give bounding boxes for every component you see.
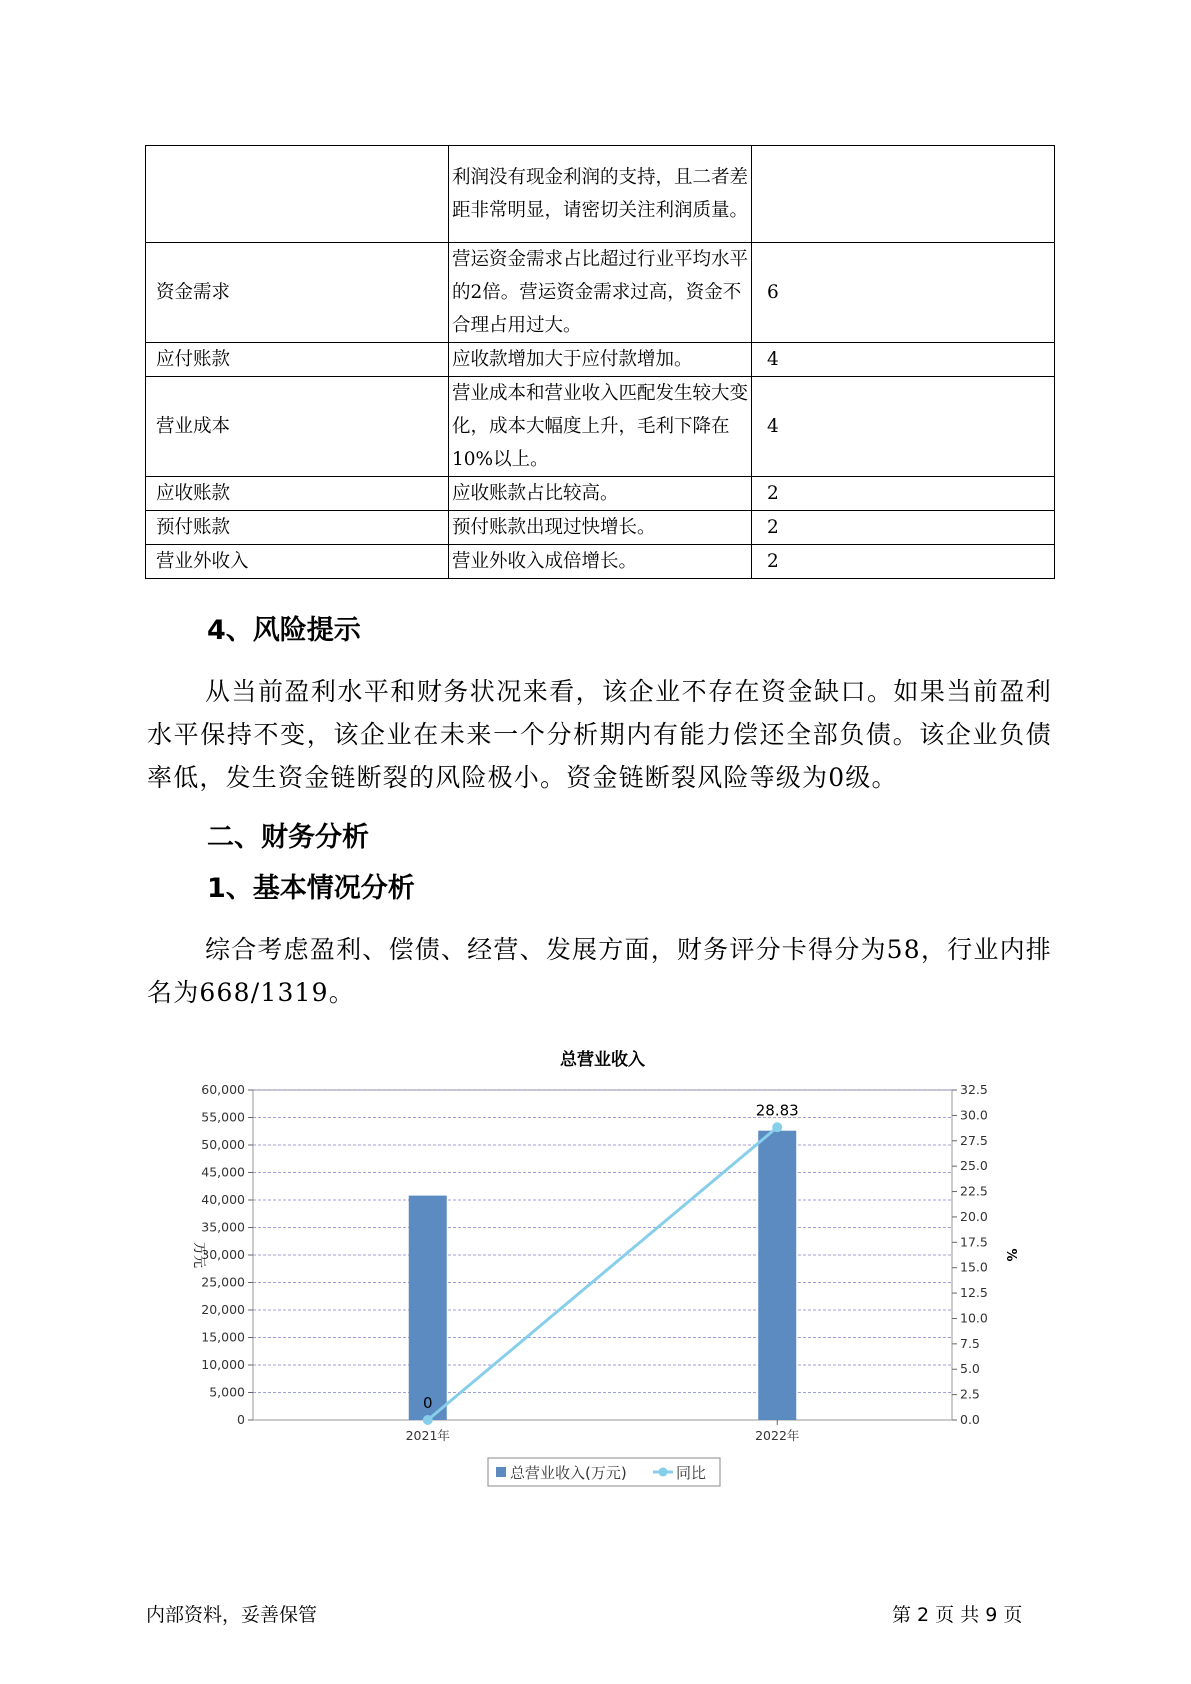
legend-label: 同比: [676, 1464, 707, 1482]
y2-tick-label: 2.5: [960, 1386, 980, 1402]
line-point: [423, 1415, 433, 1425]
y-tick-label: 50,000: [201, 1137, 245, 1152]
y2-tick-label: 15.0: [960, 1259, 988, 1275]
y-tick-label: 55,000: [201, 1109, 245, 1125]
basic-paragraph: 综合考虑盈利、偿债、经营、发展方面，财务评分卡得分为58，行业内排名为668/1319。: [147, 935, 1052, 1007]
y-tick-label: 45,000: [201, 1164, 245, 1180]
y-tick-label: 0: [237, 1412, 245, 1427]
y2-tick-label: 10.0: [960, 1310, 988, 1326]
y2-tick-label: 17.5: [960, 1234, 988, 1250]
legend-line-marker: [659, 1468, 668, 1477]
table-cell-description: 利润没有现金利润的支持，且二者差距非常明显，请密切关注利润质量。: [449, 146, 752, 243]
table-cell-score: 4: [752, 377, 1055, 477]
y-tick-label: 25,000: [201, 1274, 245, 1290]
table-cell-item: 预付账款: [146, 511, 449, 545]
y2-tick-label: 20.0: [960, 1208, 988, 1224]
table-row: [146, 243, 1055, 343]
table-cell-item: 营业外收入: [146, 545, 449, 579]
table-cell-score: [752, 146, 1055, 243]
table-row: [146, 511, 1055, 545]
revenue-chart-svg: [180, 1040, 1040, 1510]
table-cell-description: 营运资金需求占比超过行业平均水平的2倍。营运资金需求过高，资金不合理占用过大。: [449, 243, 752, 343]
table-cell-description: 营业成本和营业收入匹配发生较大变化，成本大幅度上升，毛利下降在10%以上。: [449, 377, 752, 477]
y-tick-label: 30,000: [201, 1247, 245, 1262]
legend-bar-swatch: [496, 1467, 506, 1477]
table-row: [146, 377, 1055, 477]
y2-axis-label: %: [1003, 1248, 1018, 1262]
y2-tick-label: 7.5: [960, 1335, 980, 1351]
data-label: 28.83: [755, 1101, 799, 1120]
table-cell-item: 资金需求: [146, 243, 449, 343]
footer-left: 内部资料，妥善保管: [146, 1604, 318, 1626]
plot-area: [253, 1090, 952, 1420]
y2-tick-label: 27.5: [960, 1132, 988, 1148]
table-cell-description: 营业外收入成倍增长。: [449, 545, 752, 579]
revenue-chart: [180, 1040, 1040, 1510]
y2-tick-label: 0.0: [960, 1412, 980, 1427]
y2-tick-label: 22.5: [960, 1183, 988, 1199]
table-row: [146, 146, 1055, 243]
table-row: [146, 343, 1055, 377]
table-row: [146, 545, 1055, 579]
y-tick-label: 35,000: [201, 1219, 245, 1235]
y-tick-label: 5,000: [209, 1384, 245, 1400]
basic-heading: 1、基本情况分析: [207, 873, 415, 904]
bar: [758, 1131, 796, 1420]
table-cell-score: 2: [752, 477, 1055, 511]
table-cell-item: 应付账款: [146, 343, 449, 377]
line-point: [772, 1122, 782, 1132]
table-cell-score: 2: [752, 511, 1055, 545]
chart-title: 总营业收入: [560, 1050, 645, 1070]
y-tick-label: 60,000: [201, 1082, 245, 1097]
table-cell-description: 应收账款占比较高。: [449, 477, 752, 511]
risk-table: [145, 145, 1055, 579]
series-line: [428, 1127, 778, 1420]
y-tick-label: 20,000: [201, 1302, 245, 1317]
y2-tick-label: 30.0: [960, 1107, 988, 1123]
y2-tick-label: 32.5: [960, 1082, 988, 1097]
y-axis-label: 万元: [191, 1241, 206, 1269]
table-cell-score: 4: [752, 343, 1055, 377]
y-tick-label: 40,000: [201, 1192, 245, 1207]
x-tick-label: 2021年: [405, 1428, 450, 1443]
table-cell-item: [146, 146, 449, 243]
table-cell-description: 预付账款出现过快增长。: [449, 511, 752, 545]
legend-label: 总营业收入(万元): [510, 1464, 627, 1482]
x-tick-label: 2022年: [755, 1428, 800, 1443]
table-cell-score: 6: [752, 243, 1055, 343]
table-cell-score: 2: [752, 545, 1055, 579]
y2-tick-label: 12.5: [960, 1285, 988, 1301]
footer-page-number: 第 2 页 共 9 页: [892, 1604, 1023, 1626]
data-label: 0: [422, 1394, 433, 1412]
table-row: [146, 477, 1055, 511]
risk-heading: 4、风险提示: [207, 615, 361, 646]
table-cell-item: 营业成本: [146, 377, 449, 477]
y2-tick-label: 5.0: [960, 1361, 980, 1377]
bar: [409, 1196, 447, 1420]
y-tick-label: 15,000: [201, 1329, 245, 1345]
risk-paragraph: 从当前盈利水平和财务状况来看，该企业不存在资金缺口。如果当前盈利水平保持不变，该企业在未来一个分析期内有能力偿还全部负债。该企业负债率低，发生资金链断裂的风险极小。资金链断裂风险等级为0级。: [147, 677, 1052, 792]
finance-heading: 二、财务分析: [207, 822, 369, 853]
table-cell-item: 应收账款: [146, 477, 449, 511]
y2-tick-label: 25.0: [960, 1158, 988, 1174]
y-tick-label: 10,000: [201, 1357, 245, 1372]
table-cell-description: 应收款增加大于应付款增加。: [449, 343, 752, 377]
